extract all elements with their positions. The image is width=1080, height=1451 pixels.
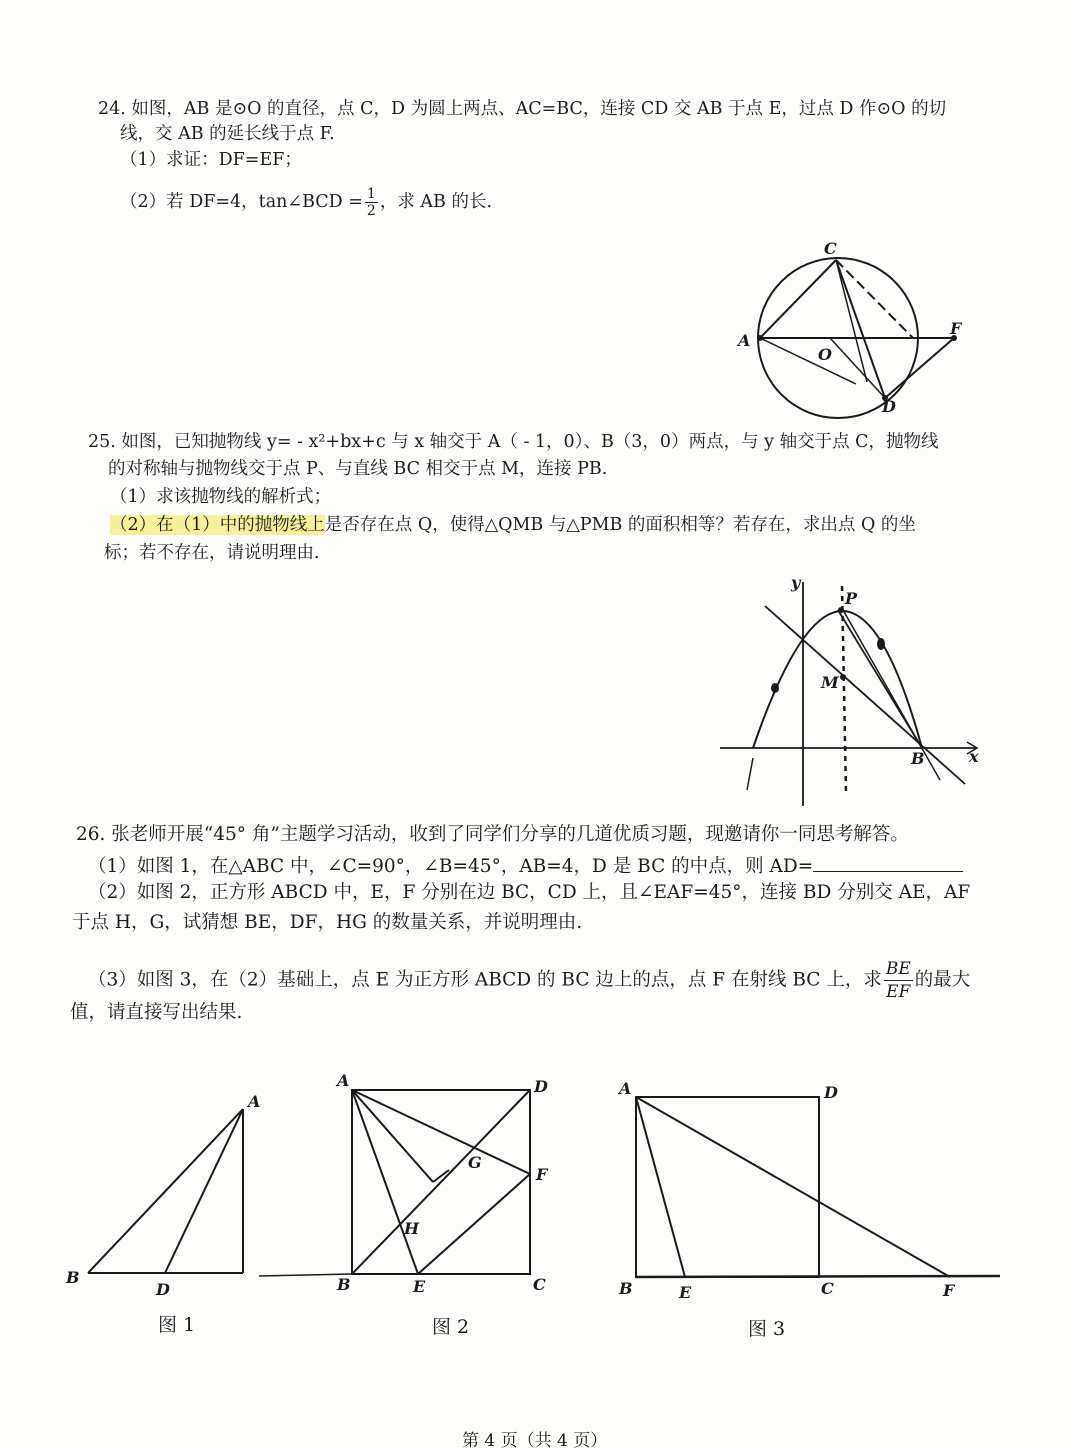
q25-axis-of-symmetry bbox=[842, 586, 846, 792]
fig2-line-af bbox=[352, 1090, 530, 1174]
q24-label-d: D bbox=[882, 397, 896, 416]
q25-label-x: x bbox=[969, 747, 979, 766]
q26-part3-text-a: （3）如图 3，在（2）基础上，点 E 为正方形 ABCD 的 BC 边上的点，点 F 在射线 BC 上，求 bbox=[88, 969, 882, 991]
fig2-label-g: G bbox=[468, 1153, 482, 1172]
q24-part2-text-b: ，求 AB 的长. bbox=[379, 192, 493, 212]
q26-frac-den: EF bbox=[886, 982, 911, 1002]
q26-part1-text: （1）如图 1，在△ABC 中，∠C=90°，∠B=45°，AB=4，D 是 BC 的中点，则 AD= bbox=[88, 856, 814, 877]
fig2-label-d: D bbox=[534, 1077, 548, 1096]
q24-label-o: O bbox=[818, 345, 832, 364]
q25-label-p: P bbox=[845, 589, 858, 608]
fig1-side-ab bbox=[88, 1109, 243, 1273]
q26-part2-line2: 于点 H，G，试猜想 BE，DF，HG 的数量关系，并说明理由. bbox=[72, 912, 583, 933]
q25-point-m bbox=[840, 674, 846, 680]
q26-part1 bbox=[88, 853, 963, 878]
q25-label-y: y bbox=[791, 573, 801, 592]
q25-tick-mark bbox=[747, 758, 753, 790]
fig1-label-a: A bbox=[248, 1092, 261, 1111]
fig3-label-f: F bbox=[943, 1281, 955, 1300]
q26-figure-1 bbox=[60, 1085, 280, 1299]
fig3-ray-bc bbox=[636, 1276, 1000, 1277]
q26-figure-2 bbox=[255, 1070, 555, 1295]
q24-line-df bbox=[885, 338, 954, 398]
q25-label-b: B bbox=[911, 749, 925, 768]
q25-dot-right bbox=[877, 638, 885, 650]
q24-part2 bbox=[120, 186, 492, 219]
fig3-line-af bbox=[636, 1097, 950, 1277]
fig2-caption: 图 2 bbox=[432, 1316, 470, 1338]
fig3-label-c: C bbox=[821, 1279, 834, 1298]
fig2-label-c: C bbox=[533, 1275, 546, 1294]
q25-part2-last: 标；若不存在，请说明理由. bbox=[104, 543, 320, 563]
fig2-label-b: B bbox=[337, 1275, 351, 1294]
fig1-median-ad bbox=[165, 1109, 243, 1273]
q25-dot-left bbox=[771, 683, 779, 693]
q25-stem-line1: 25. 如图，已知抛物线 y= - x²+bx+c 与 x 轴交于 A（ - 1，0）、B（3，0）两点，与 y 轴交于点 C，抛物线 bbox=[88, 432, 939, 452]
q25-part2-rest: 是否存在点 Q，使得△QMB 与△PMB 的面积相等？若存在，求出点 Q 的坐 bbox=[324, 515, 916, 535]
fig3-label-d: D bbox=[824, 1083, 838, 1102]
fig2-label-h: H bbox=[404, 1219, 420, 1238]
q26-answer-blank bbox=[813, 853, 963, 872]
q25-parabola-figure bbox=[715, 570, 985, 810]
q26-part3-line2: 值，请直接写出结果. bbox=[70, 1002, 243, 1023]
q25-part1: （1）求该抛物线的解析式； bbox=[110, 487, 332, 507]
q25-label-m: M bbox=[821, 673, 839, 692]
q24-fraction bbox=[365, 186, 378, 219]
q26-frac-num: BE bbox=[885, 959, 911, 979]
fig2-line-a-mid bbox=[352, 1090, 433, 1182]
fig3-line-ae bbox=[636, 1097, 685, 1277]
q25-part2 bbox=[110, 514, 916, 536]
fig3-label-b: B bbox=[619, 1279, 633, 1298]
q24-line-ac bbox=[760, 260, 836, 338]
q24-part2-text-a: （2）若 DF=4，tan∠BCD = bbox=[120, 192, 363, 212]
q26-part2-line1: （2）如图 2，正方形 ABCD 中，E，F 分别在边 BC，CD 上，且∠EAF=45°，连接 BD 分别交 AE，AF bbox=[88, 882, 971, 903]
q25-stem-line2: 的对称轴与抛物线交于点 P、与直线 BC 相交于点 M，连接 PB. bbox=[108, 459, 608, 479]
q24-circle-figure bbox=[730, 240, 990, 420]
q26-fraction bbox=[884, 958, 913, 1003]
q25-part2-highlight: （2）在（1）中的抛物线上 bbox=[110, 515, 325, 535]
q24-point-a bbox=[757, 335, 763, 341]
q24-label-a: A bbox=[738, 331, 751, 350]
q26-stem: 26. 张老师开展“45° 角”主题学习活动，收到了同学们分享的几道优质习题，现邀请你一同思考解答。 bbox=[76, 824, 909, 845]
q26-part3-text-b: 的最大 bbox=[914, 969, 971, 991]
fig2-line-ae bbox=[352, 1090, 418, 1274]
fig3-label-e: E bbox=[679, 1283, 692, 1302]
q25-point-p bbox=[838, 607, 844, 613]
q24-stem-line1: 24. 如图，AB 是⊙O 的直径，点 C，D 为圆上两点、AC=BC，连接 CD 交 AB 于点 E，过点 D 作⊙O 的切 bbox=[98, 99, 947, 119]
q24-line-cb bbox=[836, 260, 913, 338]
q24-frac-num: 1 bbox=[366, 186, 376, 202]
fig3-caption: 图 3 bbox=[748, 1318, 786, 1340]
fig1-label-d: D bbox=[156, 1280, 170, 1299]
q24-label-f: F bbox=[950, 319, 962, 338]
q24-line-a-mid bbox=[760, 338, 856, 384]
page-footer: 第 4 页（共 4 页） bbox=[462, 1431, 608, 1451]
q24-label-c: C bbox=[824, 239, 837, 258]
q24-frac-den: 2 bbox=[366, 203, 376, 219]
fig1-caption: 图 1 bbox=[158, 1314, 196, 1336]
q24-part1: （1）求证：DF=EF； bbox=[120, 150, 302, 170]
fig3-label-a: A bbox=[619, 1079, 632, 1098]
q26-part3 bbox=[88, 958, 970, 1003]
fig2-label-a: A bbox=[337, 1071, 350, 1090]
fig2-diagonal-bd bbox=[352, 1090, 530, 1274]
q24-stem-line2: 线，交 AB 的延长线于点 F. bbox=[120, 124, 335, 144]
q24-line-ce bbox=[836, 260, 867, 382]
q25-line-bc bbox=[765, 606, 965, 784]
fig2-label-e: E bbox=[413, 1277, 426, 1296]
fig2-label-f: F bbox=[536, 1165, 548, 1184]
q25-line-pm bbox=[843, 610, 940, 780]
fig1-label-b: B bbox=[66, 1268, 80, 1287]
q26-figure-3 bbox=[605, 1070, 1015, 1302]
